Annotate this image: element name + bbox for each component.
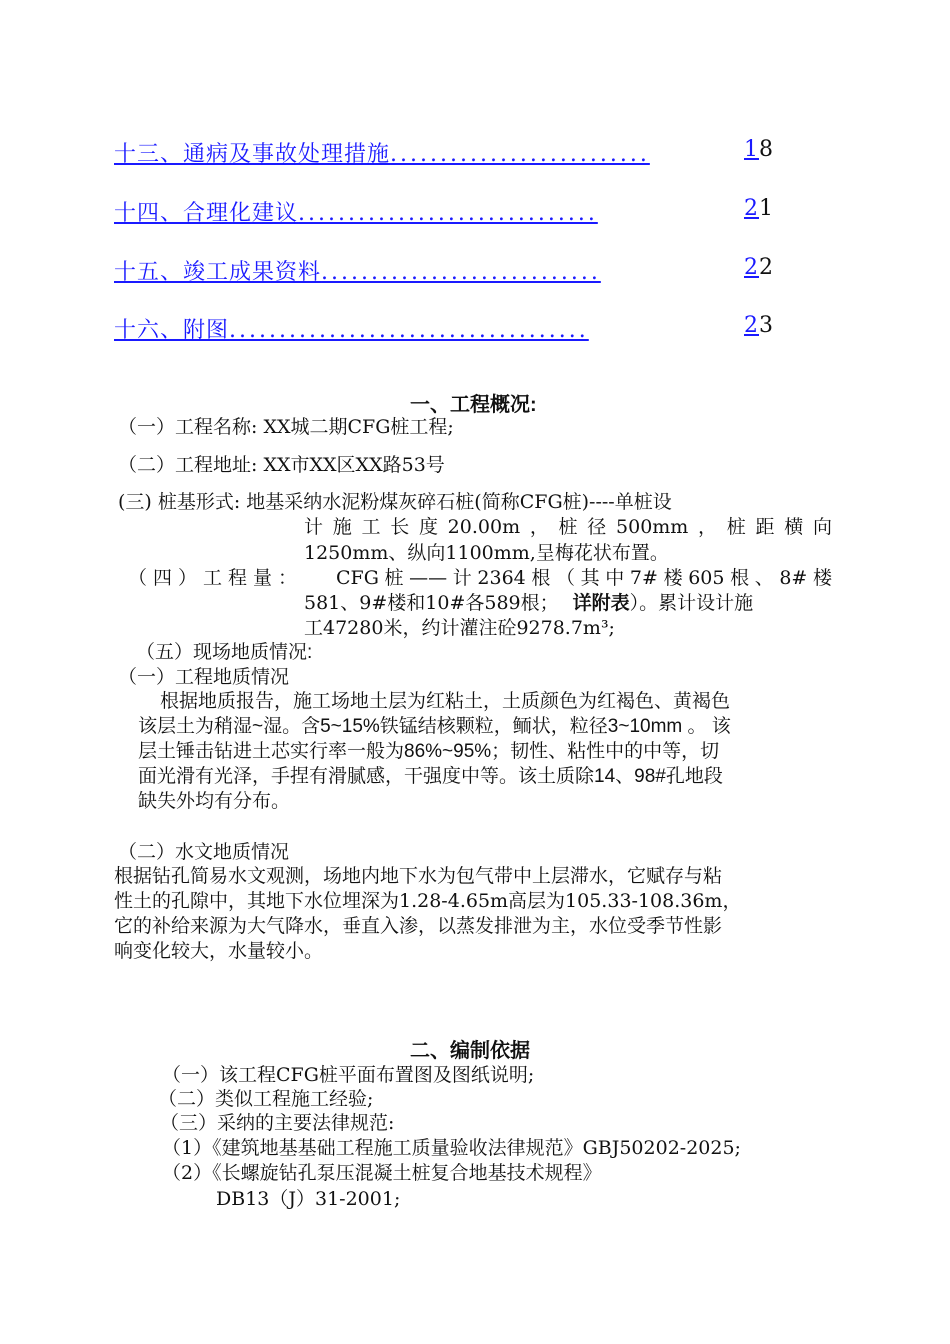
pile-form-line2: 计施工长度20.00m，桩径500mm，桩距横向	[304, 516, 832, 538]
toc-leader: ..........................	[390, 142, 650, 167]
toc-link-14[interactable]: 十四、合理化建议	[114, 201, 299, 226]
quantity-label: （四）工程量：	[128, 567, 304, 589]
toc-leader: ............................	[321, 260, 601, 285]
quantity-line2: 581、9#楼和10#各589根； 详附表）。累计设计施	[304, 592, 754, 614]
engineering-geology-subheading: （一）工程地质情况	[118, 667, 290, 688]
basis-item: （一）该工程CFG桩平面布置图及图纸说明;	[162, 1064, 535, 1086]
geology-para-line: 面光滑有光泽，手捏有滑腻感，干强度中等。该土质除14、98#孔地段	[138, 766, 723, 787]
toc-page-number: 22	[744, 255, 774, 280]
toc-link-16[interactable]: 十六、附图	[114, 318, 230, 343]
toc-page-number: 18	[744, 137, 774, 162]
toc-link-15[interactable]: 十五、竣工成果资料	[114, 260, 322, 285]
geology-para-line: 层土锤击钻进土芯实行率一般为86%~95%；韧性、粘性中的中等，切	[138, 741, 720, 762]
detail-table-ref: 详附表	[572, 592, 630, 614]
toc-page-number: 23	[744, 313, 774, 338]
toc-page-number: 21	[744, 196, 774, 221]
toc-leader: ....................................	[229, 318, 589, 343]
geology-para-line: 缺失外均有分布。	[138, 791, 291, 812]
basis-item: （1）《建筑地基基础工程施工质量验收法律规范》GBJ50202-2025;	[162, 1137, 741, 1159]
basis-item: （三）采纳的主要法律规范:	[160, 1112, 395, 1134]
toc-entry-15[interactable]	[114, 255, 774, 285]
project-address: （二）工程地址: XX市XX区XX路53号	[118, 454, 445, 476]
hydrogeology-para-line: 根据钻孔简易水文观测，场地内地下水为包气带中上层滞水，它赋存与粘	[114, 865, 723, 887]
hydrogeology-para-line: 性土的孔隙中，其地下水位埋深为1.28-4.65m高层为105.33-108.36m，	[114, 890, 742, 912]
section-title-basis: 二、编制依据	[410, 1038, 530, 1062]
hydrogeology-para-line: 它的补给来源为大气降水，垂直入渗，以蒸发排泄为主，水位受季节性影	[114, 915, 723, 937]
pile-form-line1: (三) 桩基形式: 地基采纳水泥粉煤灰碎石桩(简称CFG桩)----单桩设	[118, 491, 672, 513]
basis-item: （2）《长螺旋钻孔泵压混凝土桩复合地基技术规程》	[162, 1162, 602, 1184]
basis-item: DB13（J）31-2001;	[216, 1188, 401, 1210]
project-name: （一）工程名称: XX城二期CFG桩工程;	[118, 416, 454, 438]
hydrogeology-subheading: （二）水文地质情况	[118, 842, 290, 863]
geology-heading: （五）现场地质情况:	[136, 642, 313, 663]
hydrogeology-para-line: 响变化较大，水量较小。	[114, 940, 324, 962]
geology-para-line: 该层土为稍湿~湿。含5~15%铁锰结核颗粒，鲕状，粒径3~10mm 。 该	[138, 716, 731, 737]
toc-leader: ..............................	[298, 201, 598, 226]
toc-entry-16[interactable]	[114, 313, 774, 343]
geology-para-line: 根据地质报告，施工场地土层为红粘土，土质颜色为红褐色、黄褐色	[160, 691, 731, 712]
toc-entry-14[interactable]	[114, 196, 774, 226]
quantity-line3: 工47280米，约计灌注砼9278.7m³;	[304, 617, 615, 639]
toc-link-13[interactable]: 十三、通病及事故处理措施	[114, 142, 391, 167]
basis-item: （二）类似工程施工经验;	[158, 1088, 374, 1110]
pile-form-line3: 1250mm、纵向1100mm,呈梅花状布置。	[304, 542, 669, 564]
quantity-line1: CFG桩——计2364根（其中7#楼605根、8#楼	[336, 567, 832, 589]
toc-entry-13[interactable]	[114, 137, 774, 167]
section-title-overview: 一、工程概况:	[410, 394, 537, 416]
